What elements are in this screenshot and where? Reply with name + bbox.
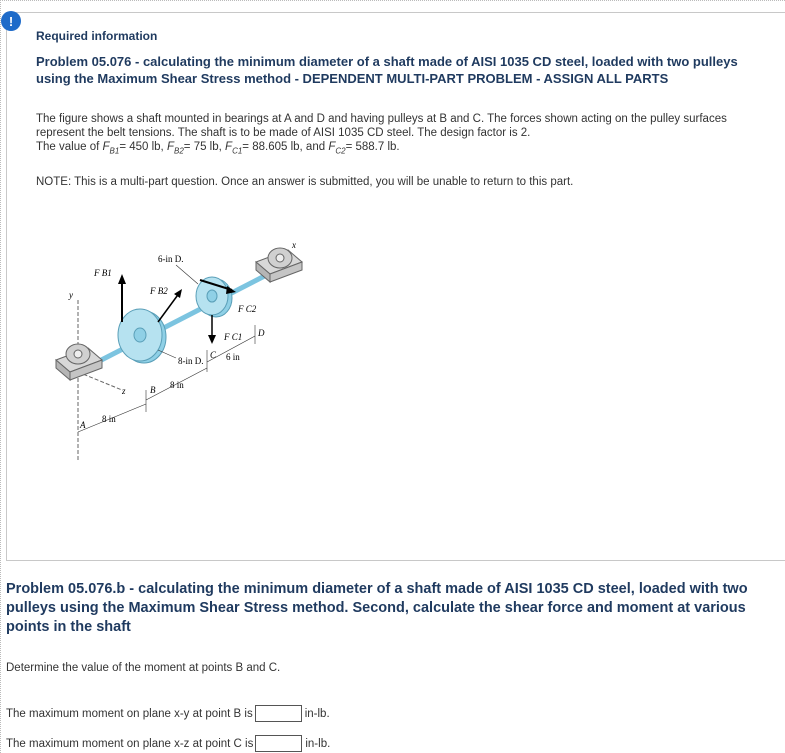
dim-bc-label: 8 in <box>170 380 184 390</box>
description-text: The figure shows a shaft mounted in bearings at A and D and having pulleys at B and C. The forces shown acting on the pulley surfaces represent the belt tensions. The shaft is to be made of AISI 1035 CD steel. The design factor is 2. <box>36 113 727 139</box>
point-b-label: B <box>150 385 156 395</box>
alert-icon: ! <box>1 11 21 31</box>
fc2-symbol: F <box>328 141 336 153</box>
bearing-a <box>56 344 102 380</box>
instruction-text: Determine the value of the moment at points B and C. <box>6 662 281 674</box>
fb1-label: F B1 <box>94 268 112 278</box>
answer-row-b <box>6 705 330 722</box>
fc2-sub: C2 <box>335 146 346 156</box>
problem-title: Problem 05.076 - calculating the minimum diameter of a shaft made of AISI 1035 CD steel, loaded with two pulleys using the Maximum Shear Stress method - DEPENDENT MULTI-PART PROBLEM - ASSIGN ALL PARTS <box>36 54 738 86</box>
answer-row-c <box>6 735 330 752</box>
fc2-value: = 588.7 lb. <box>345 141 400 153</box>
fb1-arrowhead <box>118 274 126 284</box>
x-axis-label: x <box>292 240 296 250</box>
answer-b-unit: in-lb. <box>304 707 330 720</box>
point-d-label: D <box>258 328 265 338</box>
answer-c-label: The maximum moment on plane x-z at point C is <box>6 737 254 750</box>
fc1-label: F C1 <box>224 332 243 342</box>
fc2-label: F C2 <box>238 304 257 314</box>
part-b-title: Problem 05.076.b - calculating the minimum diameter of a shaft made of AISI 1035 CD steel, loaded with two pulleys using the Maximum Shear Stress method. Second, calculate the shear force and moment at various points in the shaft <box>6 581 748 635</box>
dim-ab-label: 8 in <box>102 414 116 424</box>
top-border <box>0 0 785 1</box>
pulley-b <box>118 309 166 363</box>
fb2-arrow <box>158 292 180 322</box>
pulley-b-diameter-label: 8-in D. <box>178 356 204 366</box>
point-a-label: A <box>80 420 86 430</box>
d6-leader <box>176 265 198 284</box>
problem-description <box>36 112 746 158</box>
moment-b-input[interactable] <box>255 705 302 722</box>
fc1-arrowhead <box>208 335 216 344</box>
moment-c-input[interactable] <box>255 735 302 752</box>
required-info-heading: Required information <box>36 29 158 43</box>
fb2-arrowhead <box>174 289 182 298</box>
point-c-label: C <box>210 350 217 360</box>
answer-c-unit: in-lb. <box>305 737 331 750</box>
fb1-value: = 450 lb, <box>119 141 167 153</box>
fb1-sub: B1 <box>109 146 120 156</box>
z-axis-label: z <box>122 386 126 396</box>
shaft-pulley-figure <box>50 232 310 462</box>
fc1-sub: C1 <box>232 146 243 156</box>
fb1-symbol: F <box>102 141 110 153</box>
fb2-symbol: F <box>166 141 174 153</box>
dim-cd-label: 6 in <box>226 352 240 362</box>
multi-part-note: NOTE: This is a multi-part question. Once an answer is submitted, you will be unable to return to this part. <box>36 176 574 188</box>
left-border <box>0 0 1 753</box>
fb2-value: = 75 lb, <box>183 141 226 153</box>
fc1-value: = 88.605 lb, and <box>242 141 329 153</box>
fb2-sub: B2 <box>173 146 184 156</box>
answer-b-label: The maximum moment on plane x-y at point B is <box>6 707 253 720</box>
fb2-label: F B2 <box>150 286 168 296</box>
y-axis-label: y <box>69 290 73 300</box>
pulley-c-diameter-label: 6-in D. <box>158 254 184 264</box>
values-prefix: The value of <box>36 141 103 153</box>
fc1-symbol: F <box>225 141 233 153</box>
